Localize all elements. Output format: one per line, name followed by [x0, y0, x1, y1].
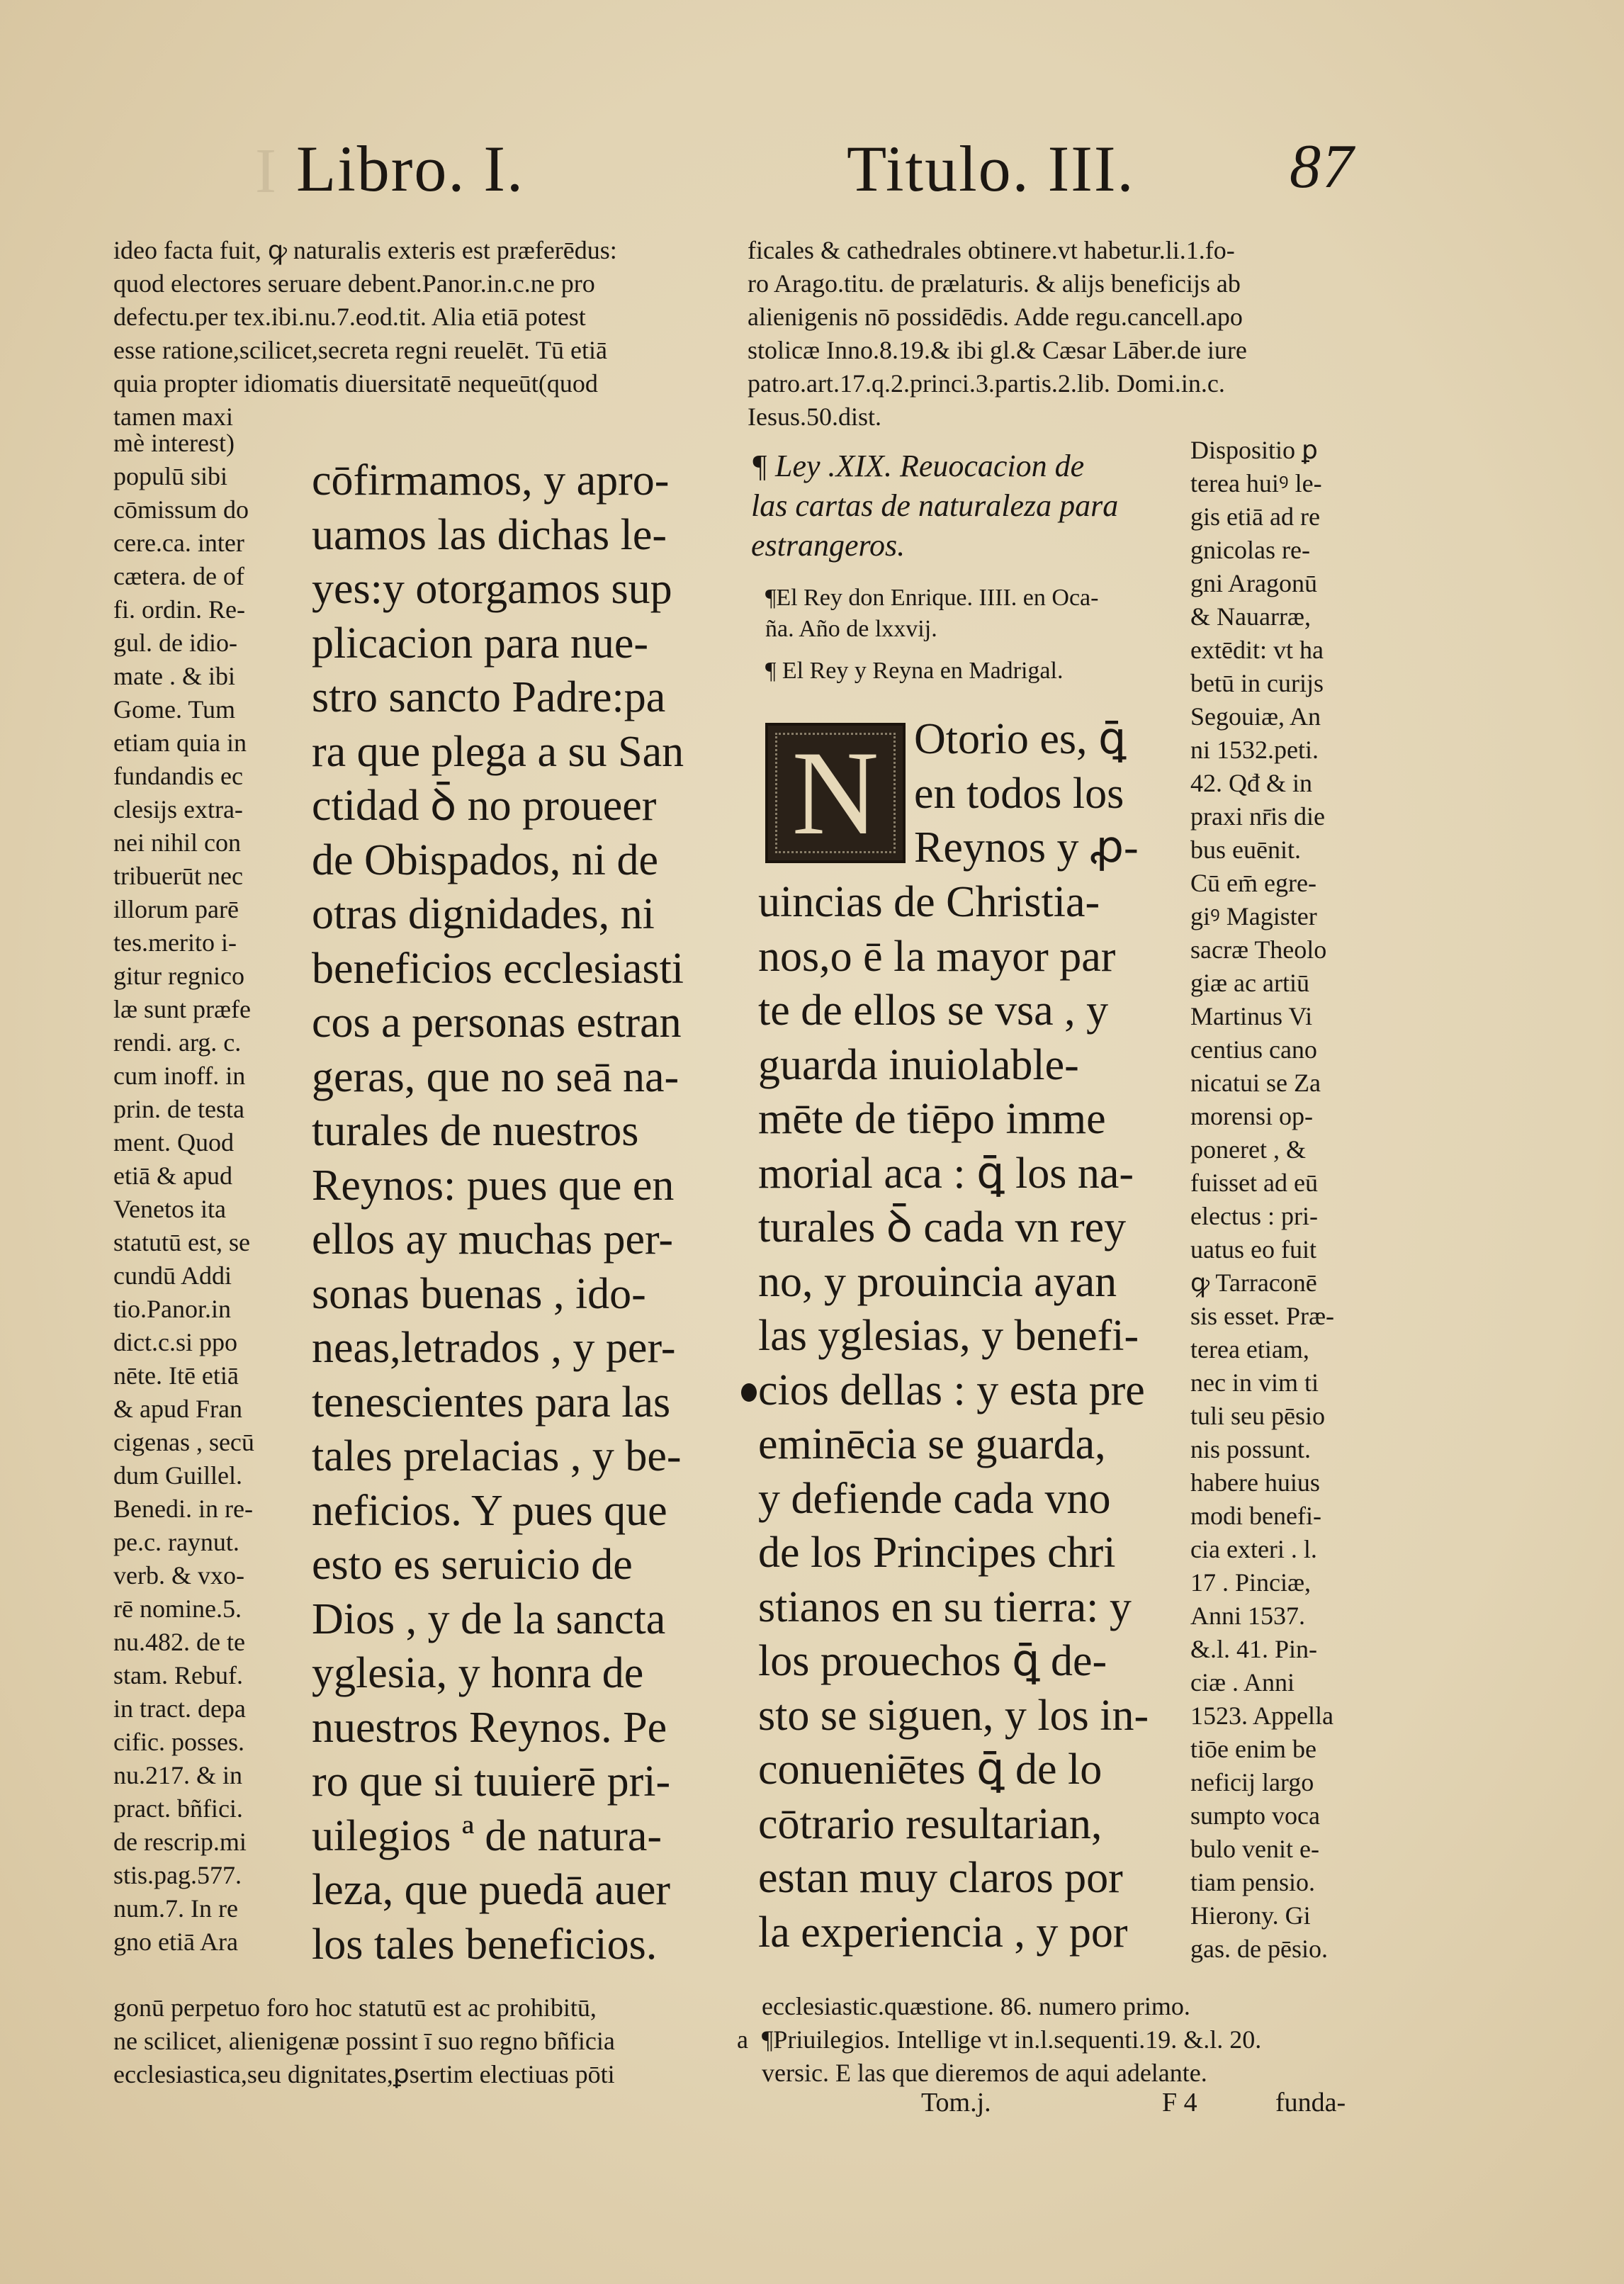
text-line: las yglesias, y benefi- [758, 1312, 1139, 1360]
text-line: conueniētes ꝗ̄ de lo [758, 1745, 1103, 1794]
text-line: mè interest) [113, 429, 235, 457]
text-line: ideo facta fuit, ꝙ naturalis exteris est præferēdus: [113, 236, 617, 264]
gloss-bottom-left [113, 1991, 723, 2091]
text-line: nec in vim ti [1190, 1368, 1319, 1397]
gloss-left-column [113, 427, 298, 1959]
text-line: electus : pri- [1190, 1202, 1318, 1230]
text-line: tiam pensio. [1190, 1868, 1315, 1896]
text-line: sto se siguen, y los in- [758, 1691, 1149, 1740]
text-line: esto es seruicio de [312, 1541, 633, 1589]
text-line: estan muy claros por [758, 1854, 1123, 1902]
law-rubric [751, 446, 1176, 566]
text-line: nuestros Reynos. Pe [312, 1703, 667, 1752]
text-line: neas,letrados , y per- [312, 1324, 676, 1372]
text-line: fi. ordin. Re- [113, 595, 245, 624]
text-line: nēte. Itē etiā [113, 1361, 239, 1390]
text-line: ciæ . Anni [1190, 1668, 1295, 1697]
text-line: quod electores seruare debent.Panor.in.c.ne pro [113, 269, 595, 298]
text-line: plicacion para nue- [312, 619, 649, 668]
text-line: giꝰ Magister [1190, 902, 1317, 930]
text-line: bulo venit e- [1190, 1835, 1319, 1863]
text-line: Venetos ita [113, 1195, 226, 1223]
text-line: populū sibi [113, 462, 228, 490]
text-line: ¶Priuilegios. Intellige vt in.l.sequenti.19. &.l. 20. [762, 2025, 1262, 2054]
text-line: leza, que puedā auer [312, 1866, 671, 1914]
text-line: gitur regnico [113, 962, 244, 990]
text-line: Cū em̄ egre- [1190, 869, 1316, 897]
note-marker: a [737, 2025, 748, 2054]
text-line: de los Principes chri [758, 1529, 1116, 1577]
text-line: las cartas de naturaleza para [751, 488, 1119, 523]
text-line: guarda inuiolable- [758, 1040, 1079, 1089]
text-line: tiōe enim be [1190, 1735, 1316, 1763]
text-line: cum inoff. in [113, 1062, 246, 1090]
text-line: gis etiā ad re [1190, 502, 1320, 531]
text-line: terea etiam, [1190, 1335, 1309, 1363]
text-line: cōtrario resultarian, [758, 1799, 1103, 1848]
text-line: ra que plega a su San [312, 727, 684, 776]
text-line: defectu.per tex.ibi.nu.7.eod.tit. Alia etiā potest [113, 303, 586, 331]
text-line: stis.pag.577. [113, 1861, 242, 1889]
text-line: cific. posses. [113, 1728, 244, 1756]
text-line: cōmissum do [113, 495, 249, 524]
decorated-initial-letter: N [791, 726, 879, 860]
text-line: Dios , y de la sancta [312, 1594, 666, 1643]
folio-number: 87 [1290, 133, 1355, 201]
text-line: ment. Quod [113, 1128, 234, 1157]
text-line: clesijs extra- [113, 795, 243, 823]
text-line: versic. E las que dieremos de aqui adelante. [762, 2059, 1207, 2087]
text-line: nu.482. de te [113, 1628, 245, 1656]
text-line: Gome. Tum [113, 695, 236, 724]
text-line: cundū Addi [113, 1261, 232, 1290]
text-line: stianos en su tierra: y [758, 1582, 1132, 1631]
text-line: los tales beneficios. [312, 1920, 658, 1969]
text-line: num.7. In re [113, 1894, 238, 1923]
text-line: gnicolas re- [1190, 536, 1310, 564]
text-line: y defiende cada vno [758, 1474, 1111, 1523]
text-line: Segouiæ, An [1190, 702, 1321, 731]
text-line: nis possunt. [1190, 1435, 1312, 1463]
text-line: illorum parē [113, 895, 239, 923]
text-line: fundandis ec [113, 762, 243, 790]
text-line: cætera. de of [113, 562, 244, 590]
text-line: rendi. arg. c. [113, 1028, 242, 1057]
text-line: uilegios ª de natura- [312, 1811, 662, 1860]
text-line: nu.217. & in [113, 1761, 243, 1789]
text-line: ꝙ Tarraconē [1190, 1268, 1317, 1297]
text-line: mēte de tiēpo imme [758, 1095, 1106, 1143]
text-line: praxi nr̄is die [1190, 802, 1325, 831]
text-line: te de ellos se vsa , y [758, 986, 1109, 1035]
text-line: tamen maxi [113, 403, 233, 431]
text-line: tenescientes para las [312, 1378, 671, 1427]
text-line: ctidad ꝺ̄ no proueer [312, 782, 657, 830]
text-line: Reynos: pues que en [312, 1161, 675, 1210]
text-line: Benedi. in re- [113, 1495, 253, 1523]
text-line: tuli seu pēsio [1190, 1402, 1325, 1430]
text-line: gni Aragonū [1190, 569, 1317, 597]
text-line: uincias de Christia- [758, 878, 1100, 926]
text-line: sonas buenas , ido- [312, 1269, 646, 1318]
law-source-1 [765, 583, 1098, 645]
text-line: los prouechos ꝗ̄ de- [758, 1637, 1107, 1685]
text-line: alienigenis nō possidēdis. Adde regu.cancell.apo [748, 303, 1243, 331]
text-line: Anni 1537. [1190, 1602, 1305, 1630]
text-line: cigenas , secū [113, 1428, 254, 1456]
main-text-right-column [758, 875, 1197, 1959]
gloss-right-column [1190, 434, 1403, 1966]
gloss-top-right [748, 234, 1385, 434]
text-line: pract. bñfici. [113, 1794, 243, 1823]
text-line: sacræ Theolo [1190, 935, 1327, 964]
text-line: ro que si tuuierē pri- [312, 1757, 671, 1806]
text-line: etiā & apud [113, 1161, 232, 1190]
footer-catchword: funda- [1275, 2088, 1346, 2117]
text-line: Dispositio ꝑ [1190, 436, 1318, 464]
text-line: 42. Qđ & in [1190, 769, 1313, 797]
text-line: ecclesiastic.quæstione. 86. numero primo. [762, 1992, 1190, 2020]
law-source-2 [765, 656, 1063, 687]
text-line: rē nomine.5. [113, 1594, 242, 1623]
running-head-book: Libro. I. [296, 133, 525, 205]
text-line: ellos ay muchas per- [312, 1215, 674, 1264]
footer-volume: Tom.j. [921, 2088, 991, 2117]
text-line: cios dellas : y esta pre [758, 1366, 1145, 1414]
text-line: tribuerūt nec [113, 862, 243, 890]
text-line: beneficios ecclesiasti [312, 944, 684, 993]
text-line: poneret , & [1190, 1135, 1306, 1164]
text-line: neficij largo [1190, 1768, 1314, 1796]
text-line: ni 1532.peti. [1190, 736, 1319, 764]
text-line: cia exteri . l. [1190, 1535, 1317, 1563]
text-line: giæ ac artiū [1190, 969, 1309, 997]
text-line: terea huiꝰ le- [1190, 469, 1322, 497]
text-line: etiam quia in [113, 728, 247, 757]
text-line: ficales & cathedrales obtinere.vt habetur.li.1.fo- [748, 236, 1235, 264]
text-line: gno etiā Ara [113, 1928, 238, 1956]
text-line: betū in curijs [1190, 669, 1324, 697]
text-line: otras dignidades, ni [312, 890, 655, 938]
text-line: la experiencia , y por [758, 1908, 1128, 1957]
text-line: Hierony. Gi [1190, 1901, 1311, 1930]
text-line: esse ratione,scilicet,secreta regni reuelēt. Tū etiā [113, 336, 607, 364]
text-line: de rescrip.mi [113, 1828, 247, 1856]
text-line: gul. de idio- [113, 629, 237, 657]
text-line: no, y prouincia ayan [758, 1257, 1117, 1306]
text-line: eminēcia se guarda, [758, 1420, 1106, 1468]
text-line: sumpto voca [1190, 1801, 1320, 1830]
text-line: ña. Año de lxxvij. [765, 616, 937, 642]
ink-blot [741, 1383, 757, 1402]
text-line: centius cano [1190, 1035, 1317, 1064]
text-line: ro Arago.titu. de prælaturis. & alijs beneficijs ab [748, 269, 1241, 298]
text-line: ne scilicet, alienigenæ possint ī suo regno bñficia [113, 2027, 615, 2055]
text-line: ecclesiastica,seu dignitates,ꝑsertim electiuas pōti [113, 2060, 615, 2088]
running-head-title: Titulo. III. [847, 133, 1135, 205]
text-line: yglesia, y honra de [312, 1649, 644, 1697]
text-line: morensi op- [1190, 1102, 1313, 1130]
footer-signature: F 4 [1162, 2088, 1197, 2117]
decorated-initial [765, 723, 906, 863]
text-line: prin. de testa [113, 1095, 244, 1123]
text-line: nicatui se Za [1190, 1069, 1321, 1097]
law-source-2-text: ¶ El Rey y Reyna en Madrigal. [765, 658, 1064, 684]
gloss-note-bottom-right [737, 1990, 1399, 2090]
text-line: pe.c. raynut. [113, 1528, 239, 1556]
text-line: extēdit: vt ha [1190, 636, 1324, 664]
text-line: gonū perpetuo foro hoc statutū est ac prohibitū, [113, 1993, 597, 2022]
text-line: Martinus Vi [1190, 1002, 1313, 1030]
text-line: nei nihil con [113, 828, 241, 857]
text-line: en todos los [914, 769, 1124, 818]
text-line: in tract. depa [113, 1694, 246, 1723]
text-line: uatus eo fuit [1190, 1235, 1316, 1264]
gloss-top-left [113, 234, 709, 434]
text-line: stolicæ Inno.8.19.& ibi gl.& Cæsar Lāber.de iure [748, 336, 1247, 364]
text-line: Otorio es, ꝗ̄ [914, 715, 1127, 763]
text-line: quia propter idiomatis diuersitatē nequeūt(quod [113, 369, 598, 398]
text-line: & Nauarræ, [1190, 602, 1311, 631]
text-line: Iesus.50.dist. [748, 403, 881, 431]
text-line: tes.merito i- [113, 928, 237, 957]
text-line: Reynos y ꝓ- [914, 823, 1139, 872]
text-line: morial aca : ꝗ̄ los na- [758, 1149, 1134, 1198]
text-line: habere huius [1190, 1468, 1320, 1497]
text-line: gas. de pēsio. [1190, 1935, 1328, 1963]
text-line: sis esset. Præ- [1190, 1302, 1335, 1330]
text-line: cere.ca. inter [113, 529, 244, 557]
bleed-through-shadow: I [255, 136, 276, 206]
text-line: nos,o ē la mayor par [758, 932, 1116, 981]
text-line: geras, que no seā na- [312, 1052, 680, 1101]
text-line: tales prelacias , y be- [312, 1432, 682, 1480]
text-line: neficios. Y pues que [312, 1486, 667, 1535]
text-line: patro.art.17.q.2.princi.3.partis.2.lib. Domi.in.c. [748, 369, 1225, 398]
text-line: bus euēnit. [1190, 836, 1301, 864]
text-line: dict.c.si ppo [113, 1328, 237, 1356]
text-line: læ sunt præfe [113, 995, 251, 1023]
main-text-beside-initial [914, 712, 1169, 875]
text-line: turales de nuestros [312, 1107, 639, 1155]
text-line: estrangeros. [751, 528, 906, 563]
text-line: & apud Fran [113, 1395, 242, 1423]
text-line: modi benefi- [1190, 1502, 1321, 1530]
text-line: yes:y otorgamos sup [312, 565, 672, 613]
text-line: statutū est, se [113, 1228, 250, 1256]
text-line: fuisset ad eū [1190, 1169, 1318, 1197]
text-line: cos a personas estran [312, 998, 682, 1047]
text-line: ¶ Ley .XIX. Reuocacion de [751, 449, 1085, 483]
text-line: stro sancto Padre:pa [312, 673, 666, 721]
main-text-left-column [312, 454, 737, 1971]
text-line: verb. & vxo- [113, 1561, 244, 1590]
text-line: mate . & ibi [113, 662, 235, 690]
text-line: tio.Panor.in [113, 1295, 232, 1323]
text-line: cōfirmamos, y apro- [312, 456, 670, 505]
text-line: 1523. Appella [1190, 1701, 1333, 1730]
text-line: 17 . Pinciæ, [1190, 1568, 1312, 1597]
text-line: dum Guillel. [113, 1461, 242, 1490]
text-line: de Obispados, ni de [312, 836, 659, 884]
text-line: uamos las dichas le- [312, 510, 667, 559]
gloss-note-lines [762, 1990, 1399, 2090]
text-line: &.l. 41. Pin- [1190, 1635, 1318, 1663]
text-line: turales ꝺ̄ cada vn rey [758, 1203, 1127, 1251]
text-line: ¶El Rey don Enrique. IIII. en Oca- [765, 585, 1099, 611]
text-line: stam. Rebuf. [113, 1661, 243, 1689]
